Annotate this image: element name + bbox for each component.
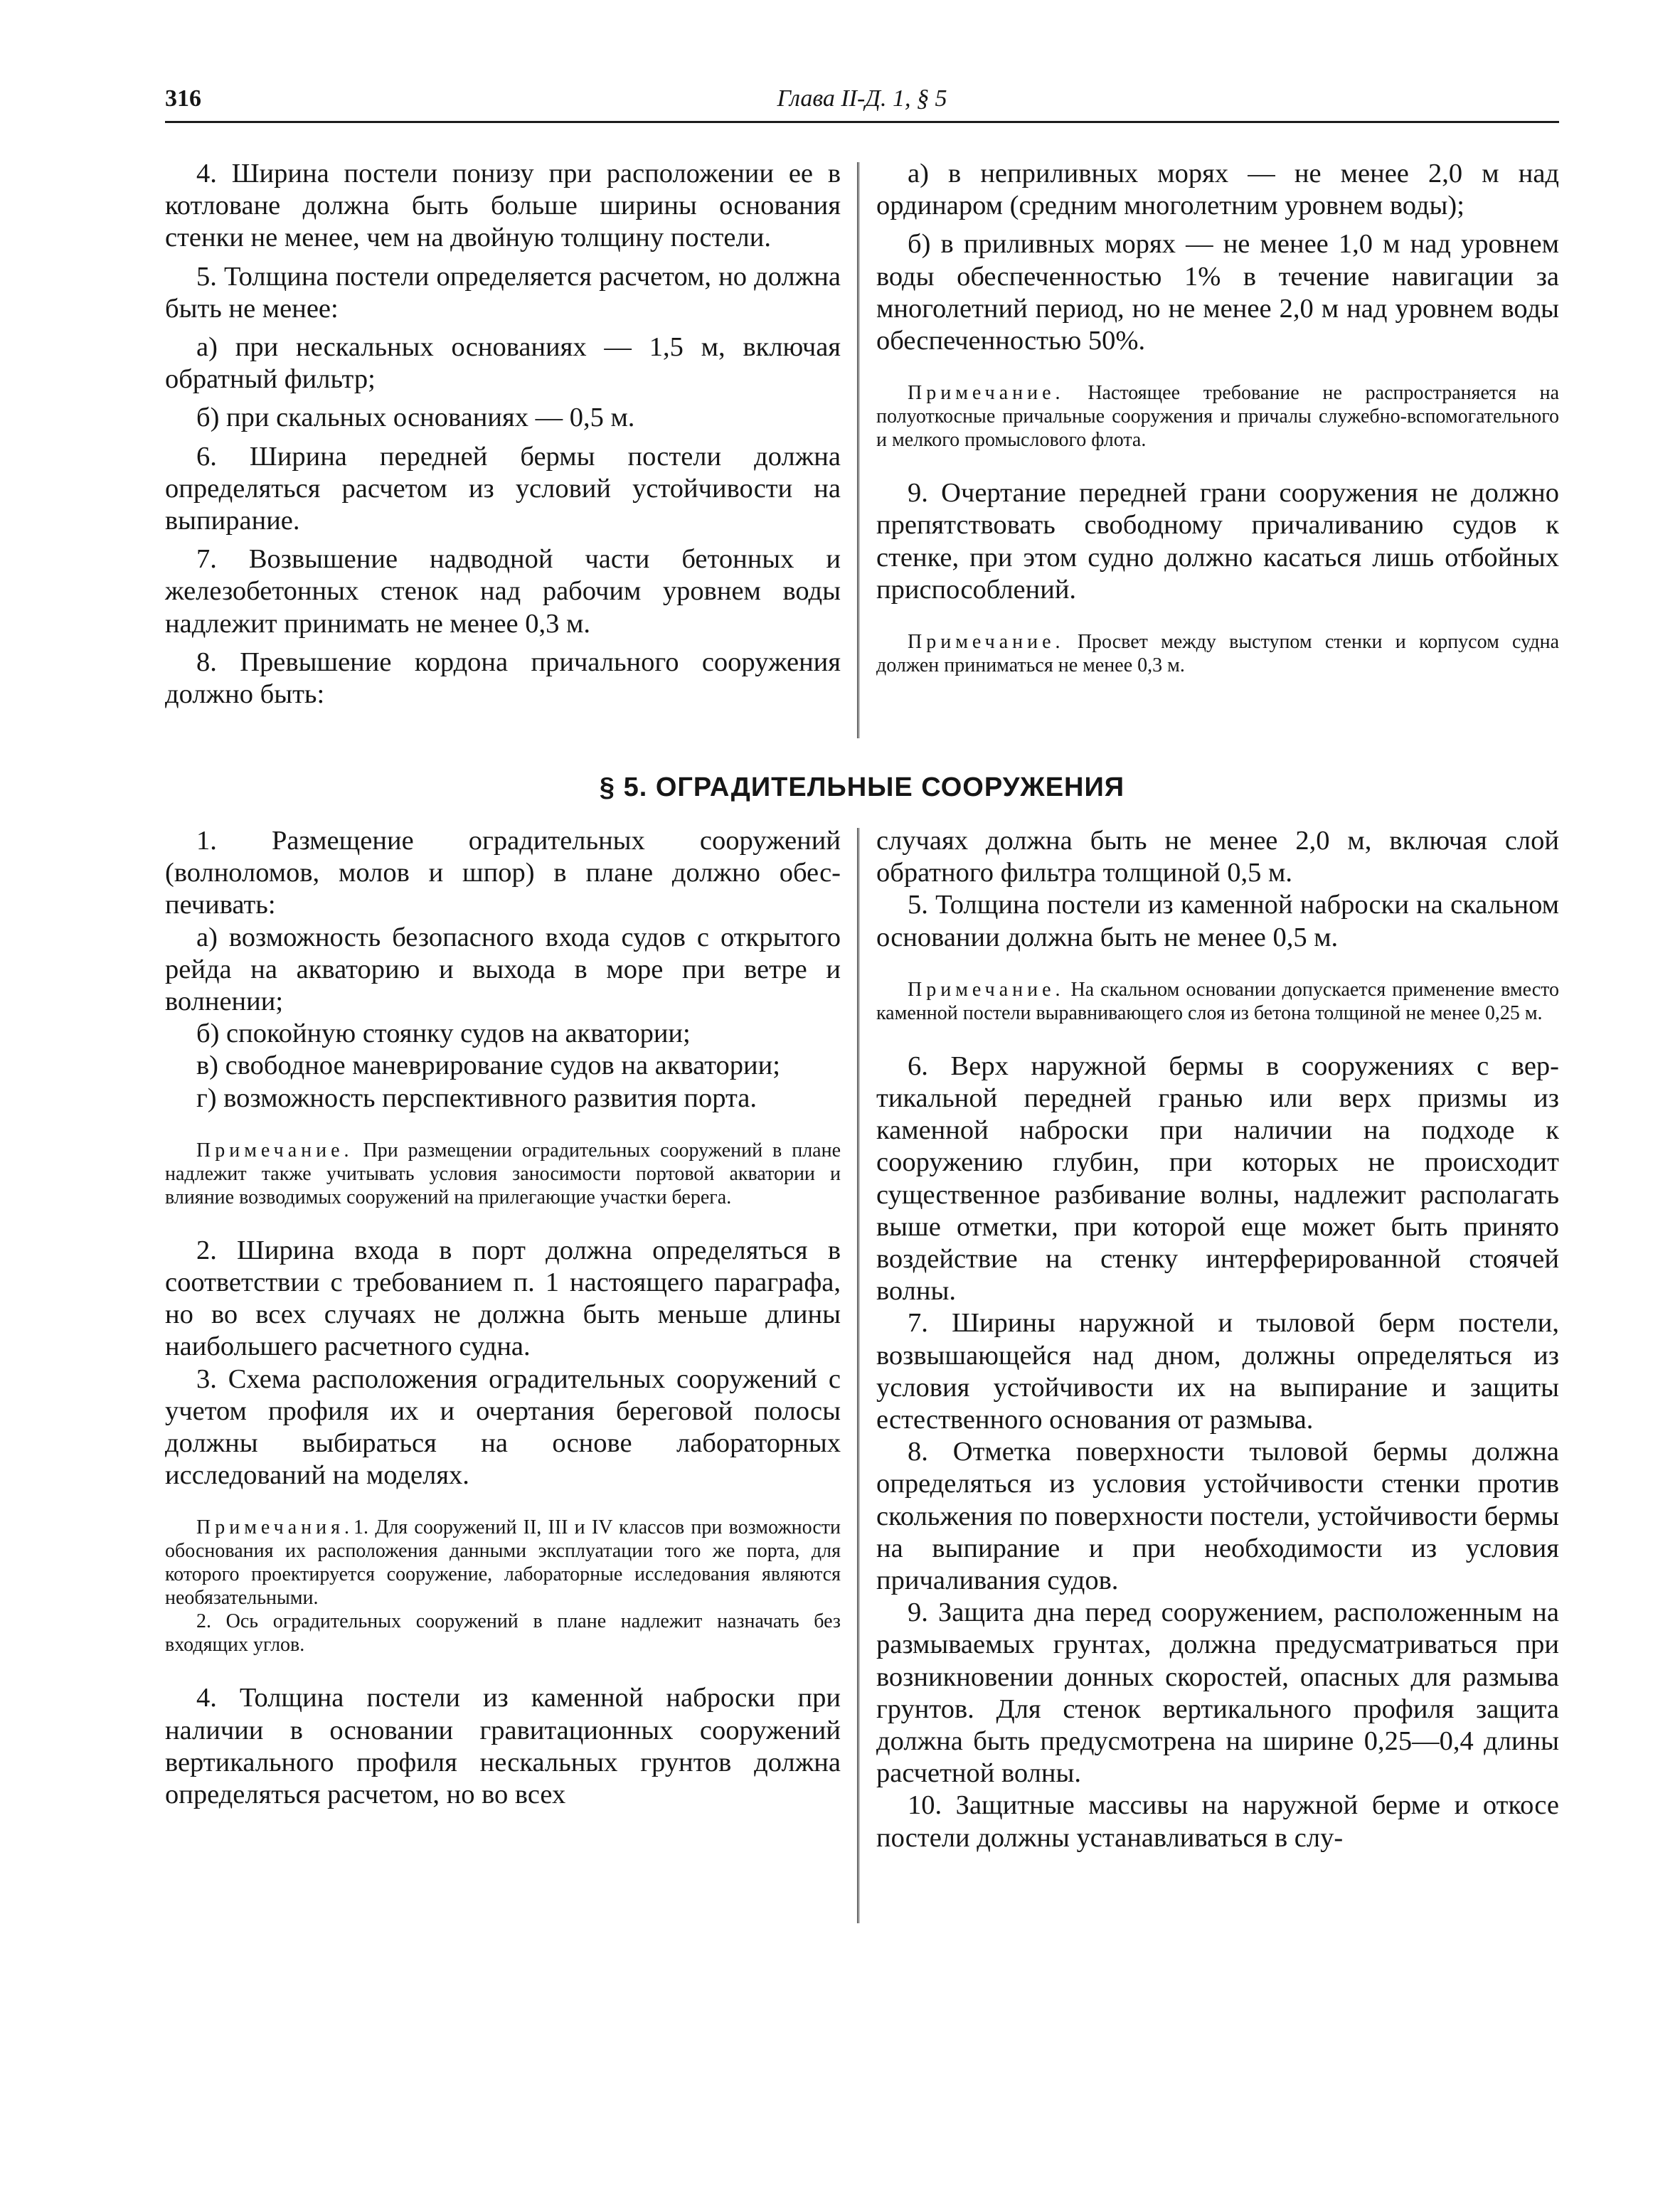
note-5 [876,978,1559,1025]
note-text: При размещении оградительных сооружений в плане надлежит также учитывать условия заносимости портовой акватории и влияние возводимых сооружений на прилегающие участки берега. [165,1139,841,1208]
note-text: Настоящее требование не распространяется на полуоткосные причальные сооружения и причалы служебно-вспомогательного и мелкого промыслового флота. [876,382,1559,452]
section-title: § 5. ОГРАДИТЕЛЬНЫЕ СООРУЖЕНИЯ [599,772,1125,802]
paragraph-8: 8. Превышение кордона причального сооружения должно быть: [165,647,841,710]
column-divider-top [857,162,861,738]
paragraph-8: 8. Отметка поверхности тыловой бермы должна определяться из условия устойчивости стенки против скольжения по поверхности постели, устойчивости бермы на выпирание и при необходимости из условия причаливания судов. [876,1437,1559,1596]
note-label: Примечание. [196,1139,353,1161]
note-label: Примечание. [908,978,1065,1001]
note-text: Просвет между выступом стенки и корпусом судна должен приниматься не менее 0,3 м. [876,631,1559,677]
note-text: 1. Для сооружений II, III и IV классов при возможности обоснования их расположения данными эксплуатации того же порта, для которого проектируется сооружение, лабораторные исследования являются необязательными. [165,1516,841,1610]
paragraph-9: 9. Очертание передней грани сооружения не должно препятствовать свободному причаливанию судов к стенке, при этом судно должно касаться лишь отбойных приспособлений. [876,478,1559,605]
note-3 [165,1139,841,1209]
note-label: Примечания. [196,1516,354,1539]
paragraph-3: 3. Схема расположения оградительных сооружений с учетом профиля их и очертания береговой полосы должны выбираться на основе лабораторных исследований на моделях. [165,1363,841,1491]
paragraph-1d: г) возможность перспективного развития порта. [196,1083,757,1113]
paragraph-5a: а) при нескальных основаниях — 1,5 м, включая обратный фильтр; [165,332,841,395]
bottom-left-column [165,825,841,1811]
running-head: Глава II-Д. 1, § 5 [777,85,947,112]
top-right-column [876,158,1559,703]
paragraph-10: 10. Защитные массивы на наружной берме и откосе постели должны устанавливаться в слу- [876,1790,1559,1853]
paragraph-5: 5. Толщина постели из каменной наброски на скальном основании должна быть не менее 0,5 м. [876,890,1559,952]
paragraph-7: 7. Возвышение надводной части бетонных и железобетонных стенок над рабочим уровнем воды надлежит принимать не менее 0,3 м. [165,544,841,639]
paragraph-8b: б) в приливных морях — не менее 1,0 м над уровнем воды обеспеченностью 1% в течение навигации за многолетний период, но не менее 2,0 м над уровнем воды обеспеченностью 50%. [876,229,1559,356]
paragraph-5b: б) при скальных основаниях — 0,5 м. [196,403,635,433]
paragraph-1b: б) спокойную стоянку судов на акватории; [196,1019,691,1049]
paragraph-1a: а) возможность безопасного входа судов с открытого рейда на акваторию и выхода в море при ветре и волнении; [165,922,841,1017]
note-label: Примечание. [908,382,1065,405]
paragraph-9: 9. Защита дна перед сооружением, расположенным на размываемых грунтах, должна предусматриваться при возникновении донных скоростей, опасных для размыва грунтов. Для стенок вертикального профиля защита должна быть предусмотрена на ширине 0,25—0,4 длины расчетной волны. [876,1597,1559,1789]
paragraph-4: 4. Ширина постели понизу при расположении ее в котловане должна быть больше ширины основания стенки не менее, чем на двойную толщину постели. [165,159,841,253]
note-2 [876,630,1559,677]
note-text: 2. Ось оградительных сооружений в плане надлежит назначать без входящих углов. [165,1610,841,1657]
paragraph-6: 6. Ширина передней бермы постели должна определяться расчетом из условий устойчивости на выпирание. [165,441,841,536]
paragraph-8a: а) в неприливных морях — не менее 2,0 м над ординаром (средним многолетним уровнем воды); [876,159,1559,221]
paragraph-6: 6. Верх наружной бермы в сооружениях с вертикальной передней гранью или верх призмы из каменной наброски при наличии на подходе к сооружению глубин, при которых не происходит существенное разбивание волны, надлежит располагать выше отметки, при которой еще может быть принято воздействие на стенку интерферированной стоячей волны. [876,1051,1559,1307]
paragraph-5: 5. Толщина постели определяется расчетом, но должна быть не менее: [165,261,841,324]
paragraph-4: 4. Толщина постели из каменной наброски при наличии в основании гравитационных сооружений вертикального профиля нескальных грунтов должна определяться расчетом, но во всех [165,1683,841,1810]
paragraph-1c: в) свободное маневрирование судов на акватории; [196,1051,780,1081]
note-text: На скальном основании допускается применение вместо каменной постели выравнивающего слоя из бетона толщиной не менее 0,25 м. [876,978,1559,1024]
paragraph-2: 2. Ширина входа в порт должна определяться в соответствии с требованием п. 1 настоящего параграфа, но во всех случаях не должна быть меньше длины наибольшего расчетного судна. [165,1235,841,1362]
note-1 [876,381,1559,452]
note-4 [165,1516,841,1657]
note-label: Примечание. [908,631,1065,654]
column-divider-bottom [857,828,861,1923]
top-left-column [165,158,841,711]
page-header [165,84,1559,123]
paragraph-4-continued: случаях должна быть не менее 2,0 м, включая слой обратного фильтра толщиной 0,5 м. [876,826,1559,888]
page-number: 316 [165,85,201,112]
paragraph-7: 7. Ширины наружной и тыловой берм постели, возвышающейся над дном, должны определяться из условия устойчивости их на выпирание и защиты естественного основания от размыва. [876,1308,1559,1435]
bottom-right-column [876,825,1559,1854]
paragraph-1: 1. Размещение оградительных сооружений (волноломов, молов и шпор) в плане должно обеспечивать: [165,826,841,920]
